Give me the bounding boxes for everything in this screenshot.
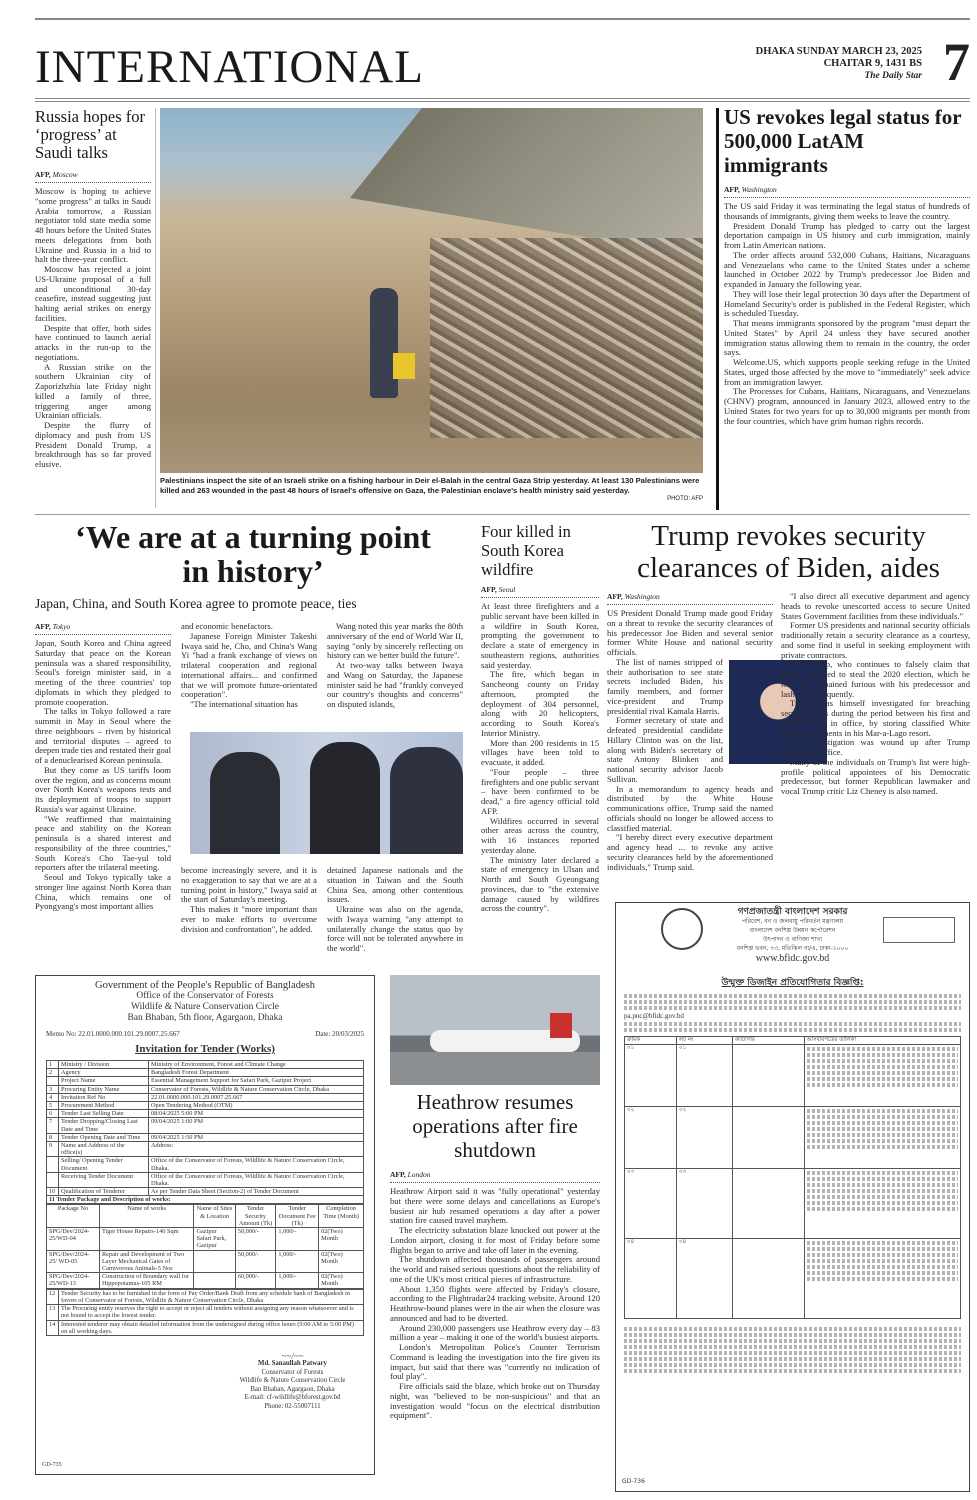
bs-date: CHAITAR 9, 1431 BS — [823, 58, 922, 69]
tender-row: 7 Tender Dropping/Closing Last Date and Time 09/04/2025 1:00 PM — [47, 1118, 364, 1133]
lot-row: ০২ ০২ — [625, 1107, 961, 1169]
byline: AFP, Moscow — [35, 170, 151, 183]
headline[interactable]: Four killed in South Korea wildfire — [481, 522, 571, 579]
heathrow-photo — [390, 975, 600, 1085]
article-us-immigrants: US revokes legal status for 500,000 LatAM immigrants AFP, Washington The US said Friday it was terminating the legal status of hundreds of thousands of immigrants, giving them weeks to leave the country. President Donald Trump has pledged to carry out the largest deportation campaign in US history and curb immigration, mainly from Latin American nations. The order affects around 532,000 Cubans, Haitians, Nicaraguans and Venezuelans who came to the United States under a scheme launched in October 2022 by Trump's predecessor Joe Biden and expanded in January the following year. They will lose their legal protection 30 days after the Department of Homeland Security's order is published in the Federal Register, which is scheduled Tuesday. That means immigrants sponsored by the program "must depart the United States" by April 24 unless they have secured another immigration status allowing them to remain in the country, the order says. Welcome.US, which supports people seeking refuge in the United States, urged those affected by the move to "immediately" seek advice from an immigration lawyer. The Processes for Cubans, Haitians, Nicaraguans, and Venezuelans (CHNV) program, announced in January 2023, allowed entry to the United States for two years for up to 30,000 migrants per month from the four countries, which have grim human rights records. — [724, 105, 970, 426]
lot-row: ০১ ০১ — [625, 1045, 961, 1107]
package-row: SPG/Dev/2024-25/WD-13 Construction of Boundary wall for Hippopotamus-105 RM 60,000/- 1,000/- 02(Two) Month — [47, 1273, 364, 1288]
paper-logo: The Daily Star — [864, 71, 922, 81]
tender-row: 1 Ministry / Division Ministry of Environment, Forest and Climate Change — [47, 1061, 364, 1069]
tender-ad: Government of the People's Republic of Bangladesh Office of the Conservator of Forests Wildlife & Nature Conservation Circle Ban Bhaban, 5th floor, Agargaon, Dhaka Memo No: 22.01.0000.000.101.29.0007.25.667 Date: 20/03/2025 Invitation for Tender (Works) 1 Ministry / Division Ministry of Environment, Forest and Climate Change 2 Agency Bangladesh Forest Department Project Name Essential Management Support for Safari Park, Gazipur Project 3 Procuring Entity Name Conservator of Forests, Wildlife & Nature Conservation Circle, Dhaka 4 Invitation Ref No 22.01.0000.000.101.29.0007.25.667 5 Procurement Method Open Tendering Method (OTM) 6 Tender Last Selling Date 08/04/2025 5:00 PM 7 Tender Dropping/Closing Last Date and Time 09/04/2025 1:00 PM 8 Tender Opening Date and Time 09/04/2025 1:50 PM 9 Name and Address of the office(s) Address: Selling/ Opening Tender Document Office of the Conservator of Forests, Wildlife & Nature Conservation Circle, Dhaka. Receiving Tender Document Office of the Conservator of Forests, Wildlife & Nature Conservation Circle, Dhaka. 10 Qualification of Tenderer As per Tender Data Sheet (Section-2) of Tender Document 11 Tender Package and Description of works: Package No Name of works Name of Sites & Location Tender Security Amount (Tk) Tender Document Fee (Tk) Completion Time (Month) SPG/Dev/2024-25/WD-04 Tiger House Repairs-140 Sqm Gazipur Safari Park, Gazipur 50,000/- 1,000/- 02(Two) Month SPG/Dev/2024-25/ WD-05 Repair and Development of Two Layer Mechanical Gates of Carnivorous Animals-5 Nos 50,000/- 1,000/- 02(Two) Month SPG/Dev/2024-25/WD-13 Construction of Boundary wall for Hippopotamus-105 RM 60,000/- 1,000/- 02(Two) Month 12 Tender Security has to be furnished in the form of Pay Order/Bank Draft from any schedule bank of Bangladesh in favors of Conservator of Forests, Wildlife & Nature Conservation Circle, Dhaka 13 The Procuring entity reserves the right to accept or reject all tenders without assigning any reason whatsoever and is not bound to accept the lowest tender. 14 Interested tenderer may obtain detailed information from the undersigned during office hours (9:00 AM to 5:00 PM) on all working days. ~~/~~ Md. Sanaullah Patwary Conservator of Forests Wildlife & Nature Conservation Circle Ban Bhaban, Agargaon, Dhaka E-mail: cf-wildlife@bforest.gov.bd Phone: 02-55007111 GD-735 — [35, 975, 375, 1475]
tender-row: 8 Tender Opening Date and Time 09/04/2025 1:50 PM — [47, 1133, 364, 1141]
headline[interactable]: US revokes legal status for 500,000 LatAM immigrants — [724, 105, 962, 177]
article-heathrow: Heathrow resumes operations after fire shutdown AFP, London Heathrow Airport said it was "fully operational" yesterday but there were some delays and cancellations as Europe's busiest air hub resumed operations a day after a power station fire caused travel mayhem. The electricity substation blaze knocked out power at the London airport, closing it for most of Friday before some flights began to arrive and take off later in the evening. The shutdown affected thousands of passengers around the world and raised serious questions about the reliability of one of the UK's most critical pieces of infrastructure. About 1,350 flights were affected by Friday's closure, according to the Flightradar24 tracking website. Around 120 Heathrow-bound planes were in the air when the closure was announced and had to be diverted. Around 230,000 passengers use Heathrow every day – 83 million a year – making it one of the world's busiest airports. London's Metropolitan Police's Counter Terrorism Command is leading the investigation into the fire given its impact, but said that there was "currently no indication of foul play". Fire officials said the blaze, which broke out on Thursday night, was "believed to be non-suspicious" and that an investigation would "focus on the electrical distribution equipment". — [390, 1090, 600, 1421]
headline[interactable]: Heathrow resumes operations after fire shutdown — [412, 1090, 578, 1162]
bfidc-ad: গণপ্রজাতন্ত্রী বাংলাদেশ সরকার পরিবেশ, বন ও জলবায়ু পরিবর্তন মন্ত্রণালয় বাংলাদেশ বনশিল্প উন্নয়ন কর্পোরেশন উৎপাদন ও বাণিজ্য শাখা বনশিল্প ভবন, ৭৩, মতিঝিল বা/এ, ঢাকা-১০০০ www.bfidc.gov.bd উন্মুক্ত ডিজাইন প্রতিযোগিতার বিজ্ঞপ্তি: pa.pnc@bfidc.gov.bd ক্রমিক লট নং ক্যাটাগরি আসবাবপত্রের তালিকা ০১ ০১ ০২ ০২ ০৩ ০৩ ০৪ ০৪ GD-736 — [615, 902, 970, 1492]
tender-row: 9 Name and Address of the office(s) Address: — [47, 1142, 364, 1157]
tender-row: 6 Tender Last Selling Date 08/04/2025 5:00 PM — [47, 1110, 364, 1118]
tender-row: 10 Qualification of Tenderer As per Tender Data Sheet (Section-2) of Tender Document — [47, 1188, 364, 1196]
article-trump-clearances — [607, 520, 970, 584]
package-row: SPG/Dev/2024-25/WD-04 Tiger House Repairs-140 Sqm Gazipur Safari Park, Gazipur 50,000/- 1,000/- 02(Two) Month — [47, 1228, 364, 1251]
gaza-photo — [160, 108, 703, 473]
photo-caption: Palestinians inspect the site of an Israeli strike on a fishing harbour in Deir el-Balah in the central Gaza Strip yesterday. At least 130 Palestinians were killed and 263 wounded in the past 48 hours of Israel's offensive on Gaza, the Palestinian enclave's health ministry said yesterday. PHOTO: AFP — [160, 476, 703, 505]
tender-title: Invitation for Tender (Works) — [135, 1043, 275, 1055]
lot-row: ০৩ ০৩ — [625, 1169, 961, 1239]
diplomats-photo — [190, 732, 463, 854]
headline[interactable]: ‘We are at a turning point in history’ — [75, 519, 431, 589]
article-russia — [35, 108, 151, 470]
package-row: SPG/Dev/2024-25/ WD-05 Repair and Development of Two Layer Mechanical Gates of Carnivorous Animals-5 Nos 50,000/- 1,000/- 02(Two) Month — [47, 1250, 364, 1273]
website[interactable]: www.bfidc.gov.bd — [755, 953, 830, 964]
masthead — [35, 18, 970, 102]
tender-row: 2 Agency Bangladesh Forest Department — [47, 1069, 364, 1077]
issue-date: DHAKA SUNDAY MARCH 23, 2025 — [755, 46, 922, 57]
tender-row: Selling/ Opening Tender Document Office of the Conservator of Forests, Wildlife & Nature Conservation Circle, Dhaka. — [47, 1157, 364, 1172]
headline[interactable]: Russia hopes for ‘progress’ at Saudi talks — [35, 107, 145, 162]
tender-row: Receiving Tender Document Office of the Conservator of Forests, Wildlife & Nature Conservation Circle, Dhaka. — [47, 1172, 364, 1187]
tender-row: 5 Procurement Method Open Tendering Method (OTM) — [47, 1102, 364, 1110]
article-korea-wildfire: Four killed in South Korea wildfire AFP, Seoul At least three firefighters and a public servant have been killed in a wildfire in South Korea, prompting the government to declare a state of emergency in southeastern regions, authorities said yesterday. The fire, which began in Sancheong county on Friday afternoon, prompted the deployment of 304 personnel, along with 20 helicopters, according to South Korea's Interior Ministry. More than 200 residents in 15 villages have been told to evacuate, it added. "Four people – three firefighters and one public servant – have been confirmed to be dead," a fire agency official told AFP. Wildfires occurred in several other areas across the country, with 16 instances reported yesterday alone. The ministry later declared a state of emergency in Ulsan and North and South Gyeongsang provinces, due to "the extensive damage caused by wildfires across the country". — [481, 522, 599, 914]
lot-row: ০৪ ০৪ — [625, 1239, 961, 1319]
signature: ~~/~~ — [281, 1350, 304, 1361]
article-body: Moscow is hoping to achieve "some progress" at talks in Saudi Arabia tomorrow, a Russian negotiator told state media some 48 hours before the United States meets delegations from both Ukraine and Russia in a bid to halt the three-year conflict. Moscow has rejected a joint US-Ukraine proposal of a full and unconditional 30-day ceasefire, instead suggesting just halting aerial strikes on energy facilities. Despite that offer, both sides have continued to launch aerial attacks in the run-up to the negotiations. A Russian strike on the southern Ukrainian city of Zaporizhzhia late Friday night killed a family of three, triggering anger among Ukrainian officials. Despite the flurry of diplomacy and push from US President Donald Trump, a breakthrough has so far proved elusive. — [35, 186, 151, 469]
govt-seal-icon — [661, 908, 703, 950]
section-title: INTERNATIONAL — [35, 41, 424, 93]
headline[interactable]: Trump revokes security clearances of Biden, aides — [637, 520, 940, 584]
ad-title: উন্মুক্ত ডিজাইন প্রতিযোগিতার বিজ্ঞপ্তি: — [721, 978, 864, 988]
photo-credit: PHOTO: AFP — [667, 496, 703, 502]
subhead: Japan, China, and South Korea agree to promote peace, ties — [35, 596, 357, 611]
page-number: 7 — [943, 32, 970, 92]
tender-row: Project Name Essential Management Support for Safari Park, Gazipur Project — [47, 1077, 364, 1085]
tender-row: 3 Procuring Entity Name Conservator of Forests, Wildlife & Nature Conservation Circle, Dhaka — [47, 1085, 364, 1093]
tender-row: 4 Invitation Ref No 22.01.0000.000.101.29.0007.25.667 — [47, 1093, 364, 1101]
article-japan — [35, 520, 471, 612]
